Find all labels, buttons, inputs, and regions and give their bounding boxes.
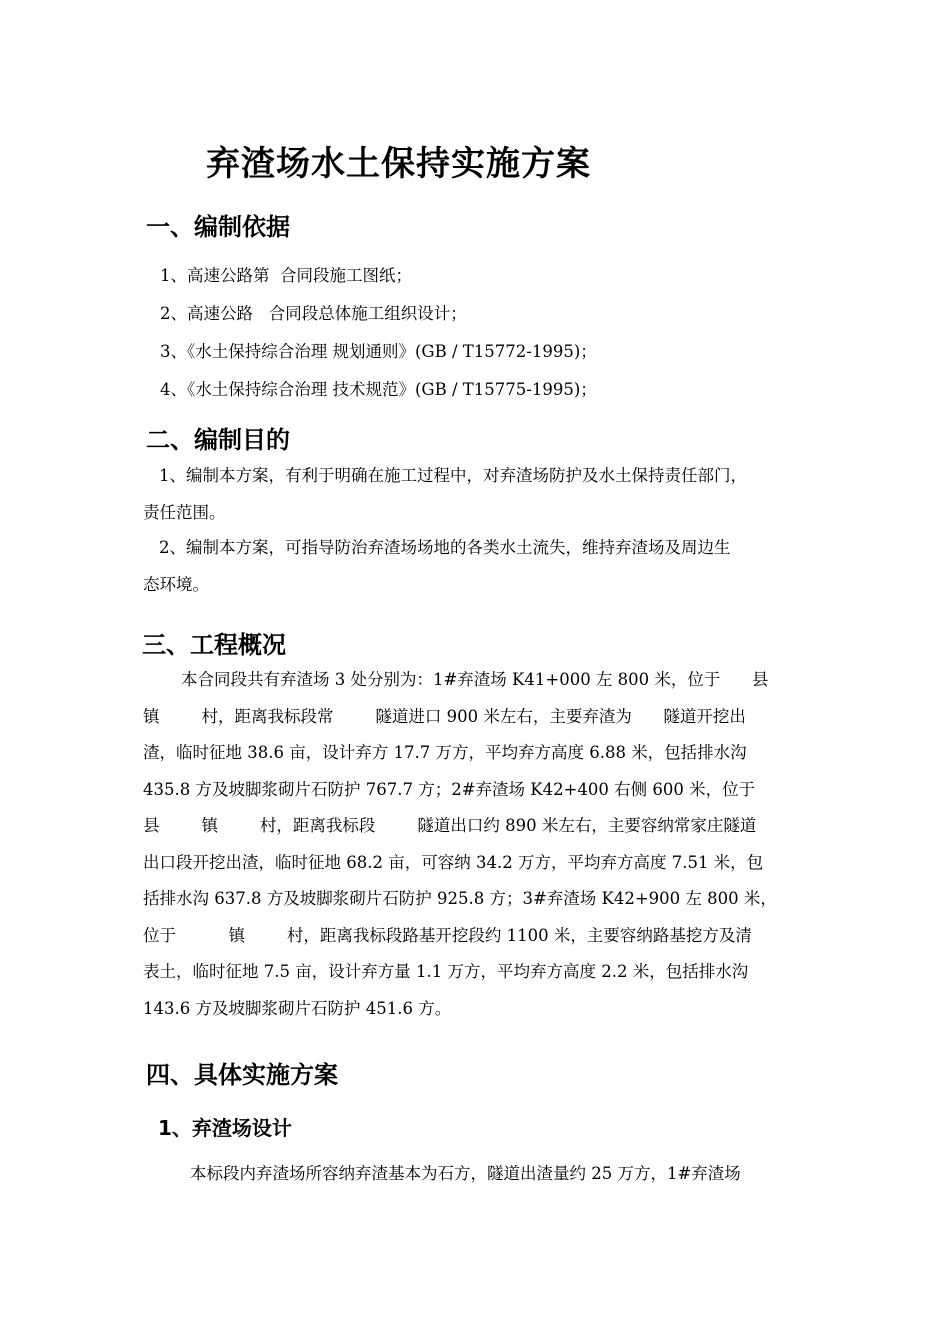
overview-line-6: 出口段开挖出渣，临时征地 68.2 亩，可容纳 34.2 万方，平均弃方高度 7.51 米，包 <box>143 852 764 872</box>
overview-line-10: 143.6 方及坡脚浆砌片石防护 451.6 方。 <box>143 998 452 1018</box>
document-title: 弃渣场水土保持实施方案 <box>206 144 591 184</box>
section-heading-basis: 一、编制依据 <box>146 213 290 241</box>
purpose-1-line-2: 责任范围。 <box>143 502 226 522</box>
overview-line-8: 位于 镇 村，距离我标段路基开挖段约 1100 米，主要容纳路基挖方及清 <box>143 925 752 945</box>
design-paragraph-line-1: 本标段内弃渣场所容纳弃渣基本为石方，隧道出渣量约 25 万方，1#弃渣场 <box>190 1164 741 1183</box>
purpose-1-line-1: 1、编制本方案，有利于明确在施工过程中，对弃渣场防护及水土保持责任部门， <box>159 466 747 485</box>
subsection-heading-design: 1、弃渣场设计 <box>158 1116 292 1140</box>
purpose-paragraph-2 <box>143 530 807 603</box>
basis-item-3: 3、《水土保持综合治理 规划通则》(GB / T15772-1995)； <box>160 342 597 361</box>
overview-line-5: 县 镇 村，距离我标段 隧道出口约 890 米左右，主要容纳常家庄隧道 <box>143 816 757 835</box>
overview-line-1: 本合同段共有弃渣场 3 处分别为：1#弃渣场 K41+000 左 800 米，位于 县 <box>181 670 769 689</box>
overview-line-2: 镇 村，距离我标段常 隧道进口 900 米左右，主要弃渣为 隧道开挖出 <box>143 706 746 726</box>
section-heading-overview: 三、工程概况 <box>142 631 286 659</box>
purpose-paragraph-1 <box>143 458 807 531</box>
overview-line-7: 括排水沟 637.8 方及坡脚浆砌片石防护 925.8 方；3#弃渣场 K42+900 左 800 米， <box>143 889 777 908</box>
overview-line-3: 渣，临时征地 38.6 亩，设计弃方 17.7 万方，平均弃方高度 6.88 米，包括排水沟 <box>143 743 747 762</box>
basis-item-2: 2、高速公路 合同段总体施工组织设计； <box>160 304 467 323</box>
section-heading-implementation: 四、具体实施方案 <box>146 1061 338 1089</box>
section-heading-purpose: 二、编制目的 <box>146 426 290 454</box>
purpose-2-line-2: 态环境。 <box>143 574 209 594</box>
basis-item-4: 4、《水土保持综合治理 技术规范》(GB / T15775-1995)； <box>160 380 597 399</box>
basis-item-1: 1、高速公路第 合同段施工图纸； <box>160 266 412 285</box>
overview-line-9: 表土，临时征地 7.5 亩，设计弃方量 1.1 万方，平均弃方高度 2.2 米，包括排水沟 <box>143 962 749 981</box>
overview-paragraph <box>143 662 807 1027</box>
purpose-2-line-1: 2、编制本方案，可指导防治弃渣场场地的各类水土流失，维持弃渣场及周边生 <box>159 538 731 557</box>
overview-line-4: 435.8 方及坡脚浆砌片石防护 767.7 方；2#弃渣场 K42+400 右侧 600 米，位于 <box>143 779 756 799</box>
